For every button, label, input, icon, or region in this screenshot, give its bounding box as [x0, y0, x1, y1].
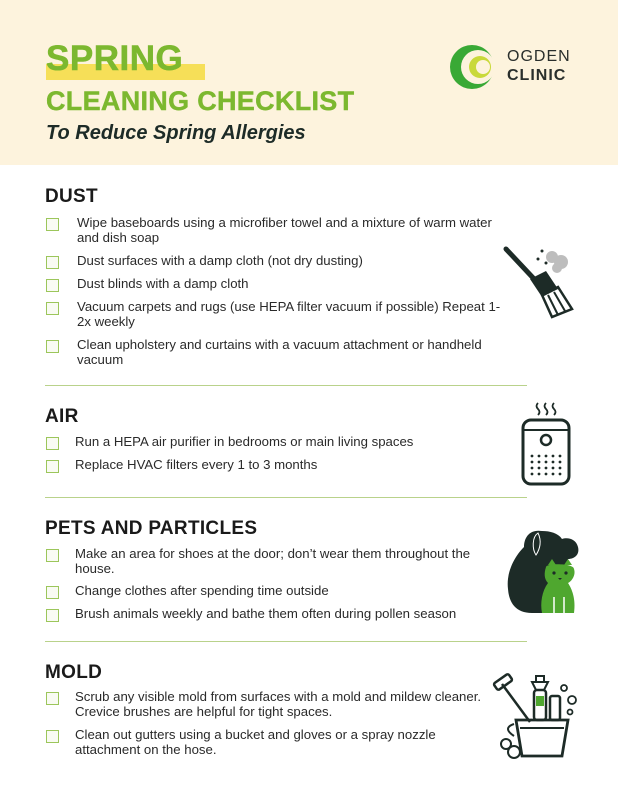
item-text: Clean out gutters using a bucket and gloves or a spray nozzle attachment on the hose. — [75, 727, 436, 757]
checkbox[interactable] — [46, 549, 59, 562]
checkbox[interactable] — [46, 692, 59, 705]
item-text: Wipe baseboards using a microfiber towel and a mixture of warm water and dish soap — [77, 215, 492, 245]
header-banner — [0, 0, 618, 165]
item-text: Replace HVAC filters every 1 to 3 months — [75, 457, 318, 472]
section-divider — [45, 385, 527, 386]
item-text: Make an area for shoes at the door; don’t wear them throughout the house. — [75, 546, 471, 576]
title-cleaning-checklist: CLEANING CHECKLIST — [46, 86, 355, 116]
checkbox[interactable] — [46, 586, 59, 599]
section-title-mold: MOLD — [45, 662, 103, 683]
checkbox[interactable] — [46, 609, 59, 622]
checkbox[interactable] — [46, 279, 59, 292]
checkbox[interactable] — [46, 340, 59, 353]
checkbox[interactable] — [46, 460, 59, 473]
dog-and-cat-icon — [502, 527, 586, 615]
air-purifier-icon — [520, 400, 572, 488]
cleaning-supplies-icon — [492, 670, 580, 762]
logo-line2: CLINIC — [507, 67, 567, 84]
logo-text — [507, 47, 571, 85]
ogden-clinic-logo — [447, 42, 587, 92]
ogden-clinic-logo-icon — [447, 42, 497, 92]
item-text: Change clothes after spending time outside — [75, 583, 329, 598]
item-text: Scrub any visible mold from surfaces with a mold and mildew cleaner. Crevice brushes are helpful for tight spaces. — [75, 689, 482, 719]
item-text: Vacuum carpets and rugs (use HEPA filter vacuum if possible) Repeat 1-2x weekly — [77, 299, 501, 329]
section-title-pets-and-particles: PETS AND PARTICLES — [45, 518, 258, 539]
item-text: Dust blinds with a damp cloth — [77, 276, 249, 291]
item-text: Clean upholstery and curtains with a vacuum attachment or handheld vacuum — [77, 337, 482, 367]
checkbox[interactable] — [46, 218, 59, 231]
section-divider — [45, 497, 527, 498]
item-text: Brush animals weekly and bathe them often during pollen season — [75, 606, 457, 621]
subtitle: To Reduce Spring Allergies — [46, 122, 306, 144]
checkbox[interactable] — [46, 437, 59, 450]
logo-line1: OGDEN — [507, 48, 571, 65]
item-text: Run a HEPA air purifier in bedrooms or main living spaces — [75, 434, 414, 449]
section-title-dust: DUST — [45, 186, 98, 207]
title-spring: SPRING — [46, 39, 184, 78]
section-title-air: AIR — [45, 406, 79, 427]
checkbox[interactable] — [46, 256, 59, 269]
checkbox[interactable] — [46, 302, 59, 315]
broom-icon — [500, 243, 576, 319]
checkbox[interactable] — [46, 730, 59, 743]
item-text: Dust surfaces with a damp cloth (not dry dusting) — [77, 253, 363, 268]
section-divider — [45, 641, 527, 642]
